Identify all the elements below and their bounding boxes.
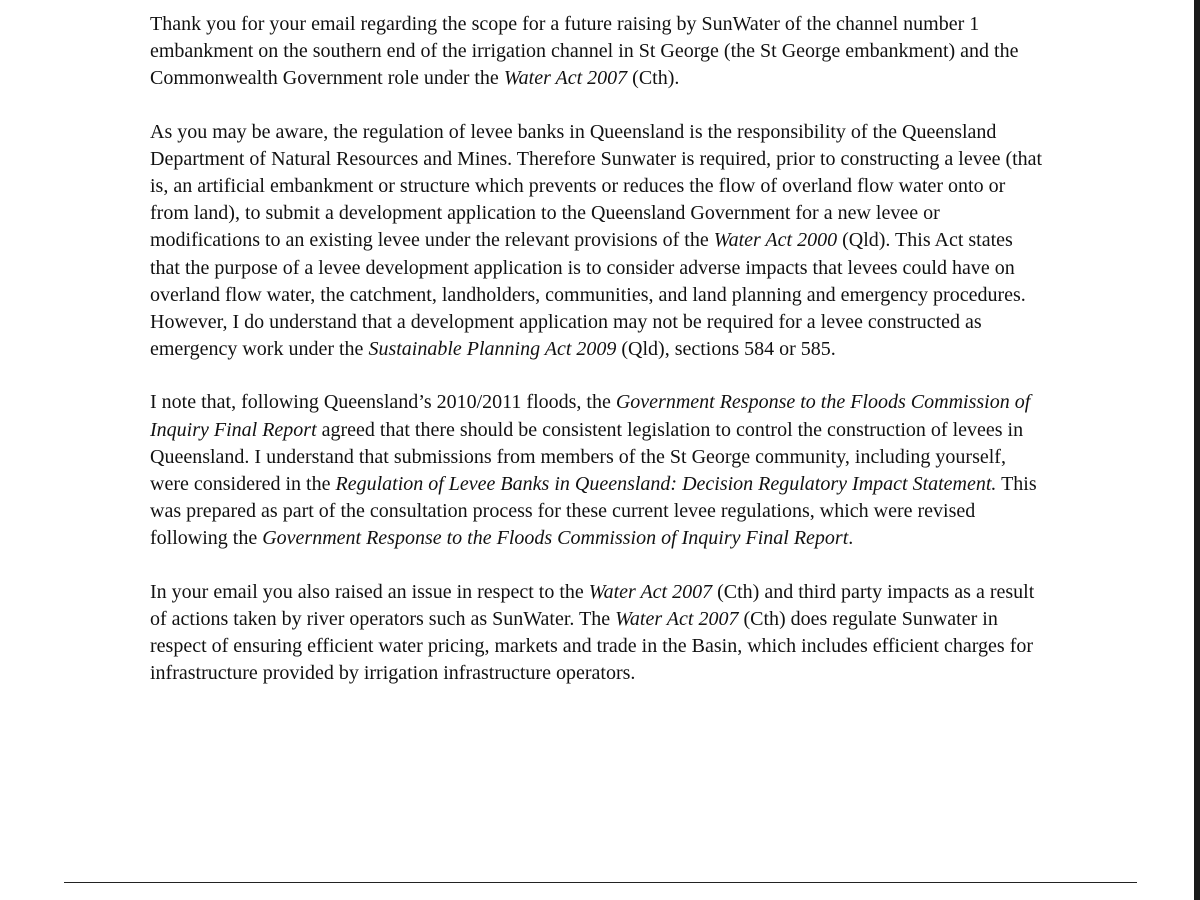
paragraph-2: As you may be aware, the regulation of levee banks in Queensland is the responsibility of the Queensland Department of Natural Resources and Mines. Therefore Sunwater is required, prior to constructing a levee (that is, an artificial embankment or structure which prevents or reduces the flow of overland flow water onto or from land), to submit a development application to the Queensland Government for a new levee or modifications to an existing levee under the relevant provisions of the Water Act 2000 (Qld). This Act states that the purpose of a levee development application is to consider adverse impacts that levees could have on overland flow water, the catchment, landholders, communities, and land planning and emergency procedures. However, I do understand that a development application may not be required for a levee constructed as emergency work under the Sustainable Planning Act 2009 (Qld), sections 584 or 585.	[150, 120, 1043, 361]
paragraph-3: I note that, following Queensland’s 2010/2011 floods, the Government Response to the Floods Commission of Inquiry Final Report agreed that there should be consistent legislation to control the construction of levees in Queensland. I understand that submissions from members of the St George community, including yourself, were considered in the Regulation of Levee Banks in Queensland: Decision Regulatory Impact Statement. This was prepared as part of the consultation process for these current levee regulations, which were revised following the Government Response to the Floods Commission of Inquiry Final Report.	[150, 391, 1037, 550]
letter-body	[150, 11, 1045, 713]
footer-divider	[64, 882, 1137, 883]
scan-edge-border	[1194, 0, 1200, 900]
paragraph-4: In your email you also raised an issue in respect to the Water Act 2007 (Cth) and third party impacts as a result of actions taken by river operators such as SunWater. The Water Act 2007 (Cth) does regulate Sunwater in respect of ensuring efficient water pricing, markets and trade in the Basin, which includes efficient charges for infrastructure provided by irrigation infrastructure operators.	[150, 580, 1035, 685]
paragraph-1: Thank you for your email regarding the scope for a future raising by SunWater of the channel number 1 embankment on the southern end of the irrigation channel in St George (the St George embankment) and the Commonwealth Government role under the Water Act 2007 (Cth).	[150, 13, 1019, 90]
